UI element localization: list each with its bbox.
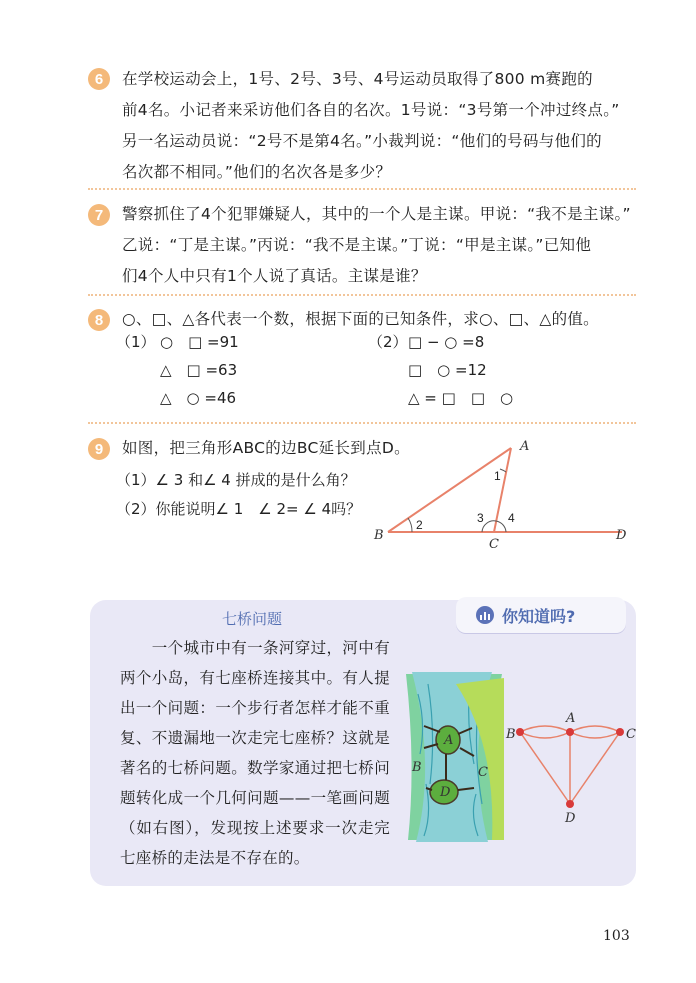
- did-you-know-tab: [456, 597, 626, 633]
- graph-node-c: [616, 728, 624, 736]
- problem-9-badge: 9: [88, 438, 110, 460]
- angle-arc: [496, 521, 506, 532]
- map-label: B: [412, 760, 422, 775]
- problem-8-intro: ○、□、△各代表一个数，根据下面的已知条件，求○、□、△的值。: [122, 310, 599, 328]
- graph-label: B: [506, 727, 516, 742]
- point-label: D: [616, 528, 627, 543]
- page-number: 103: [603, 928, 630, 944]
- point-label: C: [489, 537, 499, 550]
- problem-8-part2-label: （2）: [368, 333, 408, 351]
- separator: [88, 188, 636, 190]
- map-label: C: [478, 765, 488, 780]
- did-you-know-label: 你知道吗?: [502, 606, 576, 626]
- graph-node-d: [566, 800, 574, 808]
- equation: △ ○ =46: [160, 389, 237, 407]
- problem-8-badge: 8: [88, 309, 110, 331]
- point-label: B: [374, 528, 384, 543]
- graph-node-b: [516, 728, 524, 736]
- graph-node-a: [566, 728, 574, 736]
- equation: □ ○ =12: [408, 361, 487, 379]
- section-body: 一个城市中有一条河穿过，河中有两个小岛，有七座桥连接其中。有人提出一个问题：一个步行者怎样才能不重复、不遗漏地一次走完七座桥？这就是著名的七桥问题。数学家通过把七桥问题转化成一个几何问题——一笔画问题（如右图），发现按上述要求一次走完七座桥的走法是不存在的。: [120, 639, 390, 867]
- problem-9-question-1: （1）∠ 3 和∠ 4 拼成的是什么角？: [116, 471, 356, 489]
- graph-label: D: [565, 811, 576, 824]
- problem-7-line: 们4个人中只有1个人说了真话。主谋是谁？: [122, 267, 427, 285]
- graph-edges: [520, 726, 620, 804]
- section-title: 七桥问题: [222, 610, 283, 628]
- equation: △ □ =63: [160, 361, 238, 379]
- problem-6-text: [122, 64, 620, 188]
- problem-7-line: 警察抓住了4个犯罪嫌疑人，其中的一个人是主谋。甲说：“我不是主谋。”: [122, 205, 631, 223]
- angle-label: 2: [416, 518, 423, 532]
- graph-label: A: [566, 711, 576, 726]
- problem-6-line: 另一名运动员说：“2号不是第4名。”小裁判说：“他们的号码与他们的: [122, 132, 602, 150]
- triangle-figure: [360, 436, 636, 550]
- problem-7-text: [122, 199, 631, 292]
- problem-7-badge: 7: [88, 204, 110, 226]
- side-ab: [388, 448, 511, 532]
- map-label: D: [440, 785, 451, 800]
- map-label: A: [444, 733, 454, 748]
- graph-label: C: [626, 727, 636, 742]
- problem-6-line: 名次都不相同。”他们的名次各是多少？: [122, 163, 392, 181]
- equation: ○ □ =91: [160, 333, 239, 351]
- problem-7-line: 乙说：“丁是主谋。”丙说：“我不是主谋。”丁说：“甲是主谋。”已知他: [122, 236, 592, 254]
- problem-8-part1-label: （1）: [116, 333, 156, 351]
- angle-label: 4: [508, 511, 515, 525]
- angle-arc: [500, 469, 506, 472]
- angle-arc: [408, 518, 412, 532]
- seven-bridges-map: [396, 664, 512, 844]
- seven-bridges-graph: [500, 706, 636, 824]
- equation: □ − ○ =8: [408, 333, 485, 351]
- problem-9-intro: 如图，把三角形ABC的边BC延长到点D。: [122, 439, 410, 457]
- separator: [88, 294, 636, 296]
- problem-6-line: 在学校运动会上，1号、2号、3号、4号运动员取得了800 m赛跑的: [122, 70, 593, 88]
- angle-label: 1: [494, 469, 501, 483]
- problem-6-line: 前4名。小记者来采访他们各自的名次。1号说：“3号第一个冲过终点。”: [122, 101, 620, 119]
- problem-6-badge: 6: [88, 68, 110, 90]
- equation: △ = □ □ ○: [408, 389, 514, 407]
- separator: [88, 422, 636, 424]
- problem-9-question-2: （2）你能说明∠ 1 ∠ 2= ∠ 4吗？: [116, 500, 362, 518]
- angle-label: 3: [477, 511, 484, 525]
- point-label: A: [520, 439, 530, 454]
- bar-chart-icon: [476, 606, 494, 624]
